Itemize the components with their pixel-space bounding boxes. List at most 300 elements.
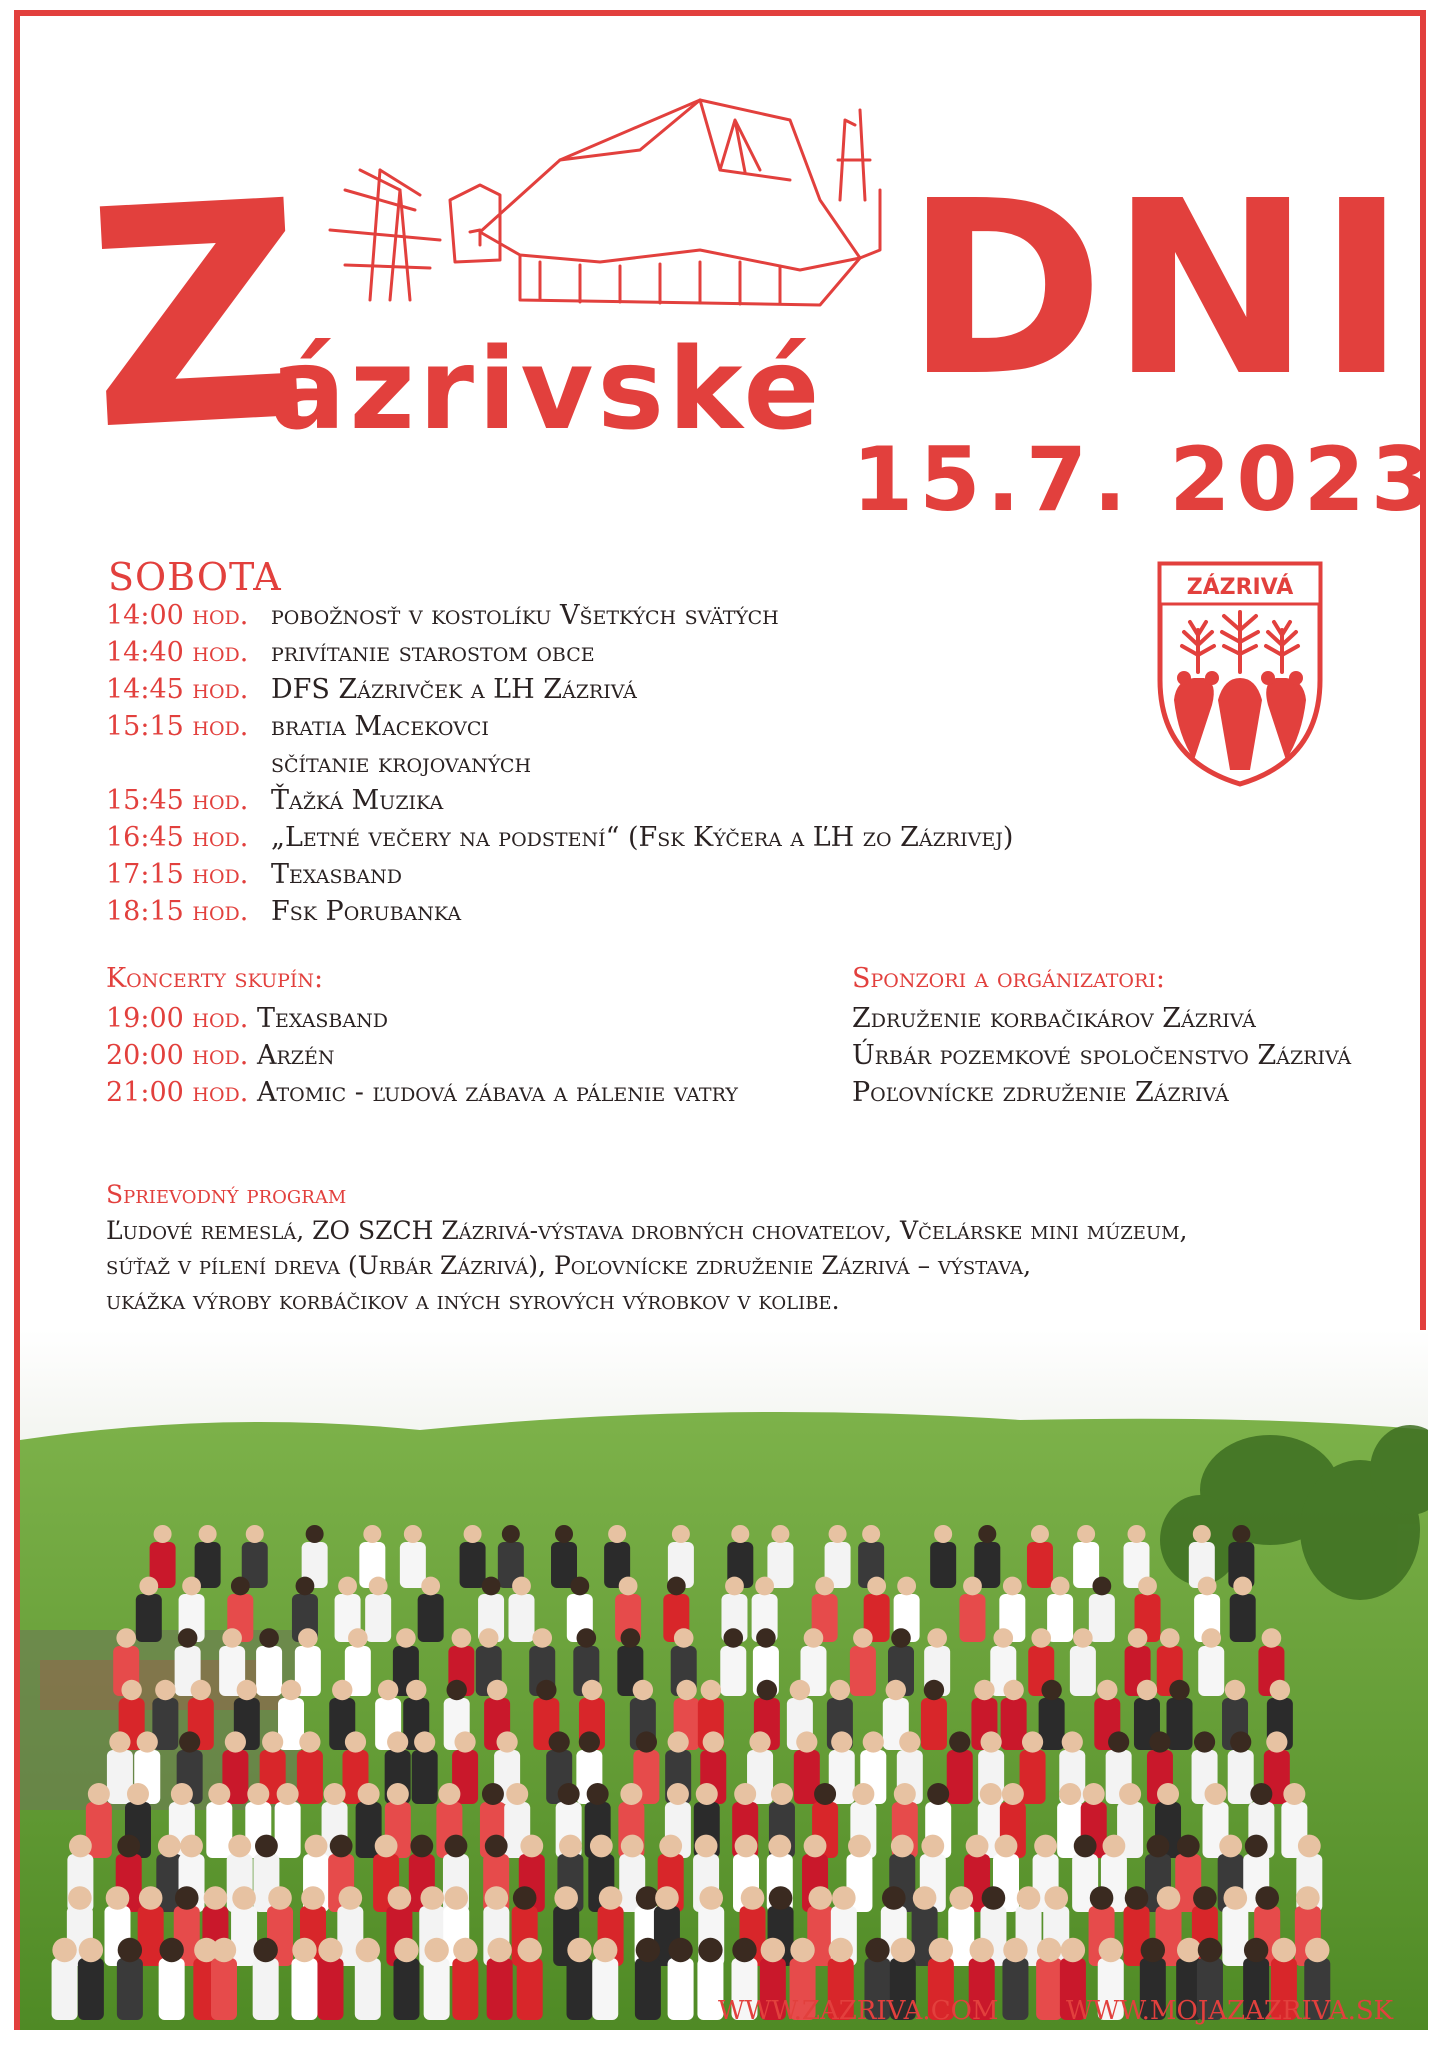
person-head bbox=[768, 1835, 791, 1858]
person-head bbox=[579, 1731, 600, 1752]
person-head bbox=[621, 1628, 641, 1648]
schedule-time: 17:15 hod. bbox=[106, 859, 249, 890]
person-head bbox=[154, 1525, 172, 1543]
koncerty-heading: Koncerty skupín: bbox=[106, 963, 324, 994]
person-head bbox=[995, 1835, 1018, 1858]
person-head bbox=[1138, 1577, 1157, 1596]
person-head bbox=[1003, 1577, 1022, 1596]
person-head bbox=[1266, 1731, 1287, 1752]
person-head bbox=[1031, 1628, 1051, 1648]
person-head bbox=[769, 1886, 793, 1910]
person-head bbox=[1059, 1783, 1081, 1805]
schedule-time: 14:40 hod. bbox=[106, 637, 249, 668]
website-link-mojazazriva[interactable]: WWW.MOJAZAZRIVA.SK bbox=[1066, 1996, 1394, 2026]
person-head bbox=[482, 1783, 504, 1805]
person-head bbox=[1298, 1835, 1321, 1858]
person-head bbox=[894, 1783, 916, 1805]
person-head bbox=[118, 1938, 142, 1962]
person-head bbox=[853, 1628, 873, 1648]
person-head bbox=[1061, 1938, 1085, 1962]
person-head bbox=[559, 1835, 582, 1858]
person-head bbox=[558, 1783, 580, 1805]
person-head bbox=[897, 1577, 916, 1596]
person-head bbox=[88, 1783, 110, 1805]
person-head bbox=[438, 1783, 460, 1805]
person-body bbox=[297, 1750, 323, 1804]
person-head bbox=[593, 1938, 617, 1962]
person-head bbox=[191, 1680, 211, 1700]
person-head bbox=[420, 1886, 444, 1910]
title-big-letter: Z bbox=[79, 136, 316, 497]
koncert-time: 20:00 hod. bbox=[106, 1040, 249, 1071]
schedule-time: 14:00 hod. bbox=[106, 600, 249, 631]
person-head bbox=[867, 1577, 886, 1596]
person-body bbox=[720, 1646, 746, 1696]
person-head bbox=[725, 1577, 744, 1596]
person-head bbox=[862, 1525, 880, 1543]
sponzor-item: Poľovnícke združenie Zázrivá bbox=[852, 1077, 1229, 1108]
person-head bbox=[1169, 1680, 1189, 1700]
person-head bbox=[555, 1525, 573, 1543]
person-head bbox=[1051, 1577, 1070, 1596]
person-head bbox=[815, 1577, 834, 1596]
person-head bbox=[410, 1835, 433, 1858]
person-head bbox=[1083, 1783, 1105, 1805]
person-head bbox=[924, 1680, 944, 1700]
person-body bbox=[1222, 1906, 1248, 1966]
person-head bbox=[1103, 1835, 1126, 1858]
person-head bbox=[608, 1525, 626, 1543]
person-head bbox=[1205, 1783, 1227, 1805]
person-head bbox=[338, 1577, 357, 1596]
person-head bbox=[672, 1525, 690, 1543]
person-head bbox=[1119, 1783, 1141, 1805]
person-head bbox=[1194, 1731, 1215, 1752]
person-head bbox=[259, 1628, 279, 1648]
sponzori-heading: Sponzori a orgánizatori: bbox=[852, 963, 1165, 994]
person-head bbox=[804, 1835, 827, 1858]
person-head bbox=[1305, 1938, 1329, 1962]
person-head bbox=[814, 1783, 836, 1805]
person-head bbox=[79, 1938, 103, 1962]
person-head bbox=[536, 1680, 556, 1700]
sobota-heading: SOBOTA bbox=[108, 555, 282, 599]
schedule-desc: privítanie starostom obce bbox=[271, 637, 595, 668]
person-head bbox=[929, 1938, 953, 1962]
person-head bbox=[1003, 1938, 1027, 1962]
person-head bbox=[1193, 1886, 1217, 1910]
person-head bbox=[567, 1938, 591, 1962]
person-head bbox=[963, 1577, 982, 1596]
person-body bbox=[418, 1594, 444, 1642]
person-head bbox=[676, 1680, 696, 1700]
person-head bbox=[1147, 1835, 1170, 1858]
person-head bbox=[348, 1628, 368, 1648]
person-head bbox=[117, 1835, 140, 1858]
person-head bbox=[445, 1835, 468, 1858]
person-head bbox=[237, 1680, 257, 1700]
person-head bbox=[755, 1577, 774, 1596]
person-head bbox=[1262, 1628, 1282, 1648]
person-head bbox=[158, 1835, 181, 1858]
person-head bbox=[378, 1680, 398, 1700]
person-body bbox=[1228, 1750, 1254, 1804]
person-head bbox=[454, 1731, 475, 1752]
person-head bbox=[1225, 1680, 1245, 1700]
person-head bbox=[1283, 1783, 1305, 1805]
person-head bbox=[668, 1731, 689, 1752]
person-body bbox=[460, 1542, 486, 1588]
person-head bbox=[831, 1731, 852, 1752]
person-head bbox=[636, 1938, 660, 1962]
person-body bbox=[365, 1594, 391, 1642]
person-head bbox=[339, 1886, 363, 1910]
coat-of-arms-icon bbox=[1154, 560, 1326, 790]
koncert-desc: Atomic - ľudová zábava a pálenie vatry bbox=[256, 1077, 738, 1108]
person-head bbox=[292, 1938, 316, 1962]
person-head bbox=[921, 1835, 944, 1858]
person-head bbox=[701, 1680, 721, 1700]
person-head bbox=[180, 1835, 203, 1858]
person-head bbox=[741, 1886, 765, 1910]
person-head bbox=[636, 1731, 657, 1752]
person-head bbox=[1073, 1628, 1093, 1648]
person-head bbox=[659, 1835, 682, 1858]
person-head bbox=[891, 1835, 914, 1858]
person-head bbox=[674, 1628, 694, 1648]
person-head bbox=[913, 1886, 937, 1910]
person-head bbox=[487, 1680, 507, 1700]
person-head bbox=[771, 1783, 793, 1805]
person-head bbox=[482, 1577, 501, 1596]
coat-label: ZÁZRIVÁ bbox=[1186, 575, 1294, 600]
person-head bbox=[927, 1628, 947, 1648]
sponzor-item: Združenie korbačikárov Zázrivá bbox=[852, 1003, 1256, 1034]
person-head bbox=[619, 1577, 638, 1596]
person-head bbox=[927, 1783, 949, 1805]
person-head bbox=[1044, 1886, 1068, 1910]
person-body bbox=[1198, 1646, 1224, 1696]
person-head bbox=[225, 1731, 246, 1752]
person-head bbox=[790, 1938, 814, 1962]
person-head bbox=[832, 1886, 856, 1910]
person-head bbox=[1041, 1680, 1061, 1700]
person-head bbox=[1141, 1938, 1165, 1962]
person-head bbox=[479, 1628, 499, 1648]
person-head bbox=[296, 1577, 315, 1596]
person-body bbox=[509, 1594, 535, 1642]
schedule-desc: Fsk Porubanka bbox=[271, 896, 462, 927]
person-head bbox=[749, 1731, 770, 1752]
house-sketch-icon bbox=[330, 100, 880, 305]
person-head bbox=[262, 1731, 283, 1752]
person-head bbox=[199, 1525, 217, 1543]
person-head bbox=[1099, 1938, 1123, 1962]
person-head bbox=[830, 1680, 850, 1700]
person-head bbox=[502, 1525, 520, 1543]
person-head bbox=[1108, 1731, 1129, 1752]
person-head bbox=[1090, 1886, 1114, 1910]
person-head bbox=[387, 1731, 408, 1752]
person-head bbox=[732, 1938, 756, 1962]
person-head bbox=[1201, 1628, 1221, 1648]
schedule-desc: Ťažká Muzika bbox=[271, 785, 444, 816]
person-head bbox=[757, 1680, 777, 1700]
person-head bbox=[808, 1886, 832, 1910]
person-head bbox=[453, 1938, 477, 1962]
person-head bbox=[298, 1628, 318, 1648]
person-head bbox=[277, 1783, 299, 1805]
person-head bbox=[1177, 1938, 1201, 1962]
person-head bbox=[387, 1783, 409, 1805]
person-head bbox=[330, 1835, 353, 1858]
person-head bbox=[667, 1577, 686, 1596]
person-body bbox=[136, 1594, 162, 1642]
person-head bbox=[582, 1680, 602, 1700]
person-body bbox=[1047, 1594, 1073, 1642]
person-head bbox=[570, 1577, 589, 1596]
person-head bbox=[155, 1680, 175, 1700]
person-head bbox=[356, 1938, 380, 1962]
person-head bbox=[171, 1783, 193, 1805]
person-head bbox=[518, 1938, 542, 1962]
schedule-time: 18:15 hod. bbox=[106, 896, 249, 927]
person-head bbox=[1137, 1680, 1157, 1700]
person-head bbox=[974, 1680, 994, 1700]
koncerty-list bbox=[106, 1003, 738, 1114]
person-body bbox=[959, 1594, 985, 1642]
person-head bbox=[121, 1680, 141, 1700]
person-head bbox=[506, 1783, 528, 1805]
person-head bbox=[970, 1938, 994, 1962]
person-head bbox=[404, 1525, 422, 1543]
person-head bbox=[1255, 1886, 1279, 1910]
person-head bbox=[246, 1525, 264, 1543]
person-body bbox=[921, 1698, 947, 1750]
person-head bbox=[771, 1525, 789, 1543]
person-body bbox=[1027, 1542, 1053, 1588]
person-head bbox=[829, 1525, 847, 1543]
person-head bbox=[406, 1680, 426, 1700]
person-head bbox=[1003, 1680, 1023, 1700]
person-head bbox=[621, 1835, 644, 1858]
person-head bbox=[513, 1886, 537, 1910]
person-head bbox=[306, 1525, 324, 1543]
person-body bbox=[1230, 1594, 1256, 1642]
person-head bbox=[1244, 1938, 1268, 1962]
person-head bbox=[452, 1628, 472, 1648]
person-head bbox=[363, 1525, 381, 1543]
person-head bbox=[966, 1835, 989, 1858]
person-head bbox=[852, 1783, 874, 1805]
person-head bbox=[299, 1731, 320, 1752]
website-link-zazriva[interactable]: WWW.ZAZRIVA.COM bbox=[718, 1996, 999, 2026]
person-head bbox=[1074, 1835, 1097, 1858]
person-head bbox=[891, 1938, 915, 1962]
person-body bbox=[948, 1906, 974, 1966]
person-head bbox=[863, 1731, 884, 1752]
schedule-desc: Texasband bbox=[271, 859, 403, 890]
person-head bbox=[980, 1783, 1002, 1805]
person-head bbox=[1296, 1886, 1320, 1910]
person-head bbox=[599, 1886, 623, 1910]
person-head bbox=[212, 1938, 236, 1962]
person-head bbox=[358, 1783, 380, 1805]
person-body bbox=[1070, 1646, 1096, 1696]
person-head bbox=[159, 1938, 183, 1962]
person-head bbox=[577, 1628, 597, 1648]
person-head bbox=[1157, 1783, 1179, 1805]
person-head bbox=[1233, 1577, 1252, 1596]
koncert-row bbox=[106, 1077, 738, 1114]
person-head bbox=[332, 1680, 352, 1700]
person-head bbox=[487, 1938, 511, 1962]
person-head bbox=[1230, 1731, 1251, 1752]
event-date: 15.7. 2023 bbox=[852, 428, 1439, 531]
person-head bbox=[1128, 1628, 1148, 1648]
person-head bbox=[761, 1938, 785, 1962]
person-head bbox=[414, 1731, 435, 1752]
person-head bbox=[804, 1628, 824, 1648]
person-head bbox=[1198, 1577, 1217, 1596]
person-head bbox=[305, 1835, 328, 1858]
person-head bbox=[1062, 1731, 1083, 1752]
person-head bbox=[1017, 1886, 1041, 1910]
koncert-desc: Texasband bbox=[256, 1003, 388, 1034]
person-head bbox=[891, 1628, 911, 1648]
person-head bbox=[796, 1731, 817, 1752]
person-head bbox=[1077, 1525, 1095, 1543]
person-head bbox=[178, 1628, 198, 1648]
person-head bbox=[1219, 1835, 1242, 1858]
title-word: ázrivské bbox=[270, 325, 824, 455]
person-head bbox=[668, 1938, 692, 1962]
schedule-desc: bratia Macekovci bbox=[271, 711, 489, 742]
person-head bbox=[497, 1731, 518, 1752]
schedule-desc: sčítanie krojovaných bbox=[271, 748, 532, 779]
person-head bbox=[447, 1680, 467, 1700]
person-body bbox=[231, 1906, 257, 1966]
person-head bbox=[512, 1577, 531, 1596]
person-head bbox=[345, 1731, 366, 1752]
person-head bbox=[301, 1886, 325, 1910]
person-head bbox=[253, 1938, 277, 1962]
person-head bbox=[655, 1886, 679, 1910]
person-head bbox=[699, 1886, 723, 1910]
person-head bbox=[829, 1938, 853, 1962]
person-head bbox=[790, 1680, 810, 1700]
person-head bbox=[1270, 1680, 1290, 1700]
person-head bbox=[1002, 1783, 1024, 1805]
person-head bbox=[695, 1835, 718, 1858]
person-head bbox=[1177, 1835, 1200, 1858]
schedule-time: 16:45 hod. bbox=[106, 822, 249, 853]
schedule-desc: pobožnosť v kostolíku Všetkých svätých bbox=[271, 600, 779, 631]
person-head bbox=[698, 1938, 722, 1962]
person-head bbox=[1149, 1731, 1170, 1752]
person-head bbox=[394, 1938, 418, 1962]
sprievodny-line: súťaž v pílení dreva (Urbár Zázrivá), Poľovnícke združenie Zázrivá – výstava, bbox=[106, 1251, 1032, 1280]
person-head bbox=[281, 1680, 301, 1700]
person-head bbox=[554, 1886, 578, 1910]
person-head bbox=[982, 1886, 1006, 1910]
person-head bbox=[848, 1835, 871, 1858]
person-head bbox=[993, 1628, 1013, 1648]
title-dni: DNI bbox=[905, 149, 1413, 429]
person-head bbox=[1127, 1525, 1145, 1543]
koncert-time: 19:00 hod. bbox=[106, 1003, 249, 1034]
person-head bbox=[127, 1783, 149, 1805]
person-head bbox=[703, 1731, 724, 1752]
person-head bbox=[1224, 1886, 1248, 1910]
person-head bbox=[52, 1938, 76, 1962]
person-head bbox=[756, 1628, 776, 1648]
schedule-time: 15:15 hod. bbox=[106, 711, 249, 742]
person-head bbox=[228, 1835, 251, 1858]
person-head bbox=[369, 1577, 388, 1596]
person-head bbox=[731, 1525, 749, 1543]
person-head bbox=[485, 1886, 509, 1910]
person-head bbox=[106, 1886, 130, 1910]
person-head bbox=[222, 1628, 242, 1648]
sprievodny-heading: Sprievodný program bbox=[106, 1180, 347, 1209]
person-head bbox=[232, 1886, 256, 1910]
person-body bbox=[1089, 1594, 1115, 1642]
person-head bbox=[268, 1886, 292, 1910]
person-head bbox=[532, 1628, 552, 1648]
person-head bbox=[68, 1886, 92, 1910]
person-head bbox=[179, 1731, 200, 1752]
sprievodny-text bbox=[106, 1216, 1396, 1321]
person-head bbox=[667, 1783, 689, 1805]
person-head bbox=[1232, 1525, 1250, 1543]
person-head bbox=[1031, 1525, 1049, 1543]
person-head bbox=[247, 1783, 269, 1805]
person-head bbox=[1125, 1886, 1149, 1910]
person-head bbox=[882, 1886, 906, 1910]
person-head bbox=[590, 1835, 613, 1858]
person-head bbox=[1097, 1680, 1117, 1700]
title-graphic bbox=[0, 0, 1448, 560]
person-head bbox=[255, 1835, 278, 1858]
person-head bbox=[175, 1886, 199, 1910]
person-head bbox=[1193, 1525, 1211, 1543]
koncert-row bbox=[106, 1003, 738, 1040]
person-body bbox=[275, 1802, 301, 1858]
person-body bbox=[947, 1750, 973, 1804]
person-head bbox=[520, 1835, 543, 1858]
person-head bbox=[949, 1886, 973, 1910]
person-head bbox=[204, 1886, 228, 1910]
person-head bbox=[137, 1731, 158, 1752]
person-body bbox=[400, 1542, 426, 1588]
footer-links bbox=[0, 1996, 1448, 2036]
person-head bbox=[865, 1938, 889, 1962]
schedule-desc: DFS Zázrivček a ĽH Zázrivá bbox=[271, 674, 637, 705]
person-head bbox=[182, 1577, 201, 1596]
person-head bbox=[424, 1938, 448, 1962]
person-head bbox=[1157, 1886, 1181, 1910]
person-head bbox=[69, 1835, 92, 1858]
person-head bbox=[978, 1525, 996, 1543]
person-body bbox=[412, 1750, 438, 1804]
person-head bbox=[734, 1783, 756, 1805]
person-head bbox=[139, 1577, 158, 1596]
person-head bbox=[375, 1835, 398, 1858]
person-head bbox=[421, 1577, 440, 1596]
person-head bbox=[139, 1886, 163, 1910]
person-head bbox=[723, 1628, 743, 1648]
